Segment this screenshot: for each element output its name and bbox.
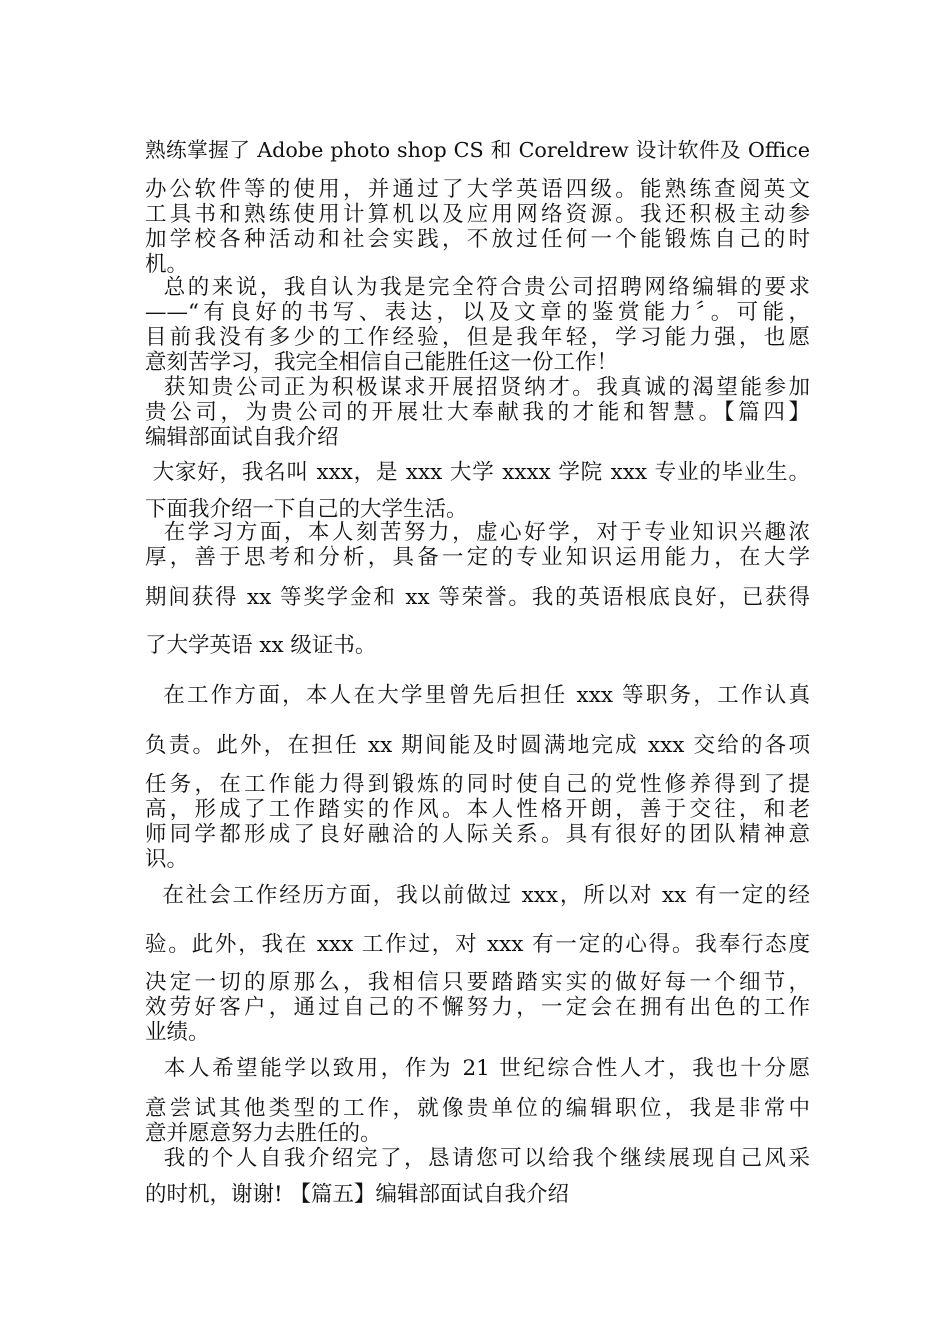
text-line: 高，形成了工作踏实的作风。本人性格开朗，善于交往，和老	[145, 797, 810, 822]
text-line: 厚，善于思考和分析，具备一定的专业知识运用能力，在大学	[145, 545, 810, 570]
text-line: 在社会工作经历方面，我以前做过 xxx，所以对 xx 有一定的经	[145, 883, 810, 908]
text-line: 目前我没有多少的工作经验，但是我年轻，学习能力强，也愿	[145, 325, 810, 350]
text-line: 获知贵公司正为积极谋求开展招贤纳才。我真诚的渴望能参加	[145, 375, 810, 400]
text-line: 效劳好客户，通过自己的不懈努力，一定会在拥有出色的工作	[145, 995, 810, 1020]
text-line: 总的来说，我自认为我是完全符合贵公司招聘网络编辑的要求	[145, 275, 810, 300]
text-line: 了大学英语 xx 级证书。	[145, 633, 377, 658]
text-line: 验。此外，我在 xxx 工作过，对 xxx 有一定的心得。我奉行态度	[145, 932, 810, 957]
text-line: 业绩。	[145, 1020, 210, 1045]
text-line: 办公软件等的使用，并通过了大学英语四级。能熟练查阅英文	[145, 177, 810, 202]
text-line: 负责。此外，在担任 xx 期间能及时圆满地完成 xxx 交给的各项	[145, 733, 810, 758]
text-line: 熟练掌握了 Adobe photo shop CS 和 Coreldrew 设计软件及 Office	[145, 138, 810, 162]
text-line: 贵公司，为贵公司的开展壮大奉献我的才能和智慧。【篇四】	[145, 400, 810, 425]
text-line: 机。	[145, 252, 189, 277]
text-line: 本人希望能学以致用，作为 21 世纪综合性人才，我也十分愿	[145, 1056, 810, 1081]
text-line: 的时机，谢谢! 【篇五】编辑部面试自我介绍	[145, 1182, 569, 1207]
text-line: 意尝试其他类型的工作，就像贵单位的编辑职位，我是非常中	[145, 1096, 810, 1121]
text-line: 加学校各种活动和社会实践，不放过任何一个能锻炼自己的时	[145, 227, 810, 252]
text-line: 意并愿意努力去胜任的。	[145, 1121, 382, 1146]
text-line: 我的个人自我介绍完了，恳请您可以给我个继续展现自己风采	[145, 1146, 810, 1171]
text-line: 任务，在工作能力得到锻炼的同时使自己的党性修养得到了提	[145, 772, 810, 797]
text-line: 在学习方面，本人刻苦努力，虚心好学，对于专业知识兴趣浓	[145, 520, 810, 545]
text-line: 识。	[145, 847, 189, 872]
text-line: ——“有良好的书写、表达，以及文章的鉴赏能力〞。可能，	[145, 300, 810, 325]
text-line: 意刻苦学习，我完全相信自己能胜任这一份工作！	[145, 350, 619, 375]
text-line: 期间获得 xx 等奖学金和 xx 等荣誉。我的英语根底良好，已获得	[145, 585, 810, 610]
text-line: 工具书和熟练使用计算机以及应用网络资源。我还积极主动参	[145, 202, 810, 227]
text-line: 大家好，我名叫 xxx，是 xxx 大学 xxxx 学院 xxx 专业的毕业生。	[145, 460, 810, 485]
text-line: 编辑部面试自我介绍	[145, 425, 339, 450]
text-line: 决定一切的原那么，我相信只要踏踏实实的做好每一个细节，	[145, 970, 810, 995]
text-line: 师同学都形成了良好融洽的人际关系。具有很好的团队精神意	[145, 822, 810, 847]
text-line: 下面我介绍一下自己的大学生活。	[145, 497, 468, 522]
text-line: 在工作方面，本人在大学里曾先后担任 xxx 等职务，工作认真	[145, 683, 810, 708]
